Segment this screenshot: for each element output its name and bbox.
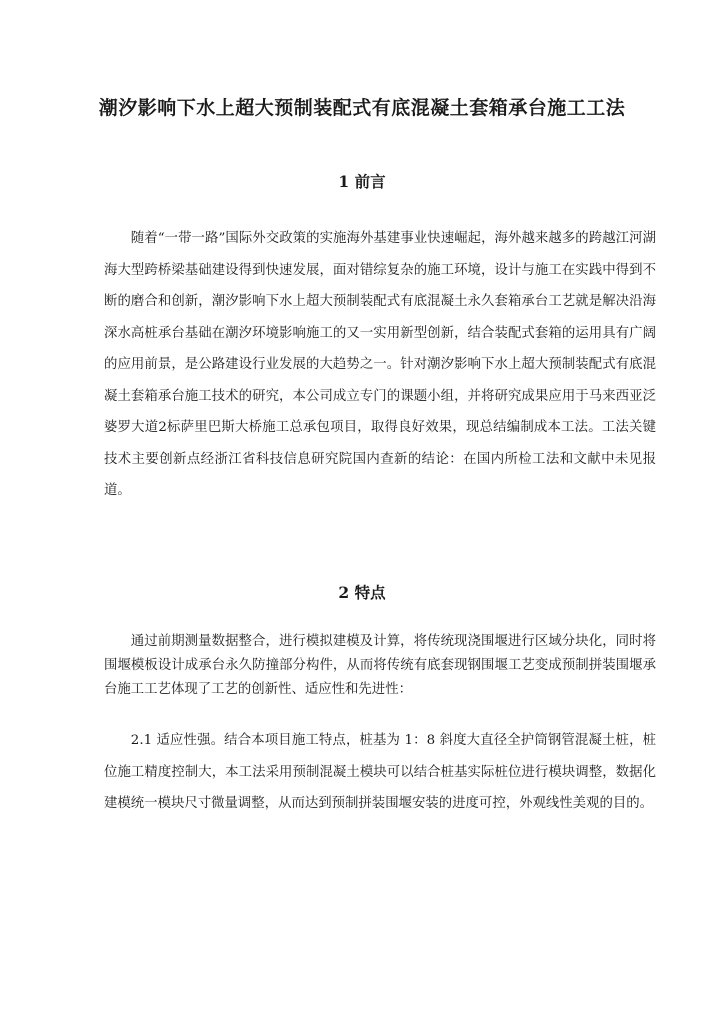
features-adaptability-paragraph: 2.1 适应性强。结合本项目施工特点，桩基为 1：8 斜度大直径全护筒钢管混凝土桩，桩位施工精度控制大，本工法采用预制混凝土模块可以结合桩基实际桩位进行模块调整，数据化建模统一模块尺寸微量调整，从而达到预制拼装围堰安装的进度可控，外观线性美观的目的。 <box>104 733 656 811</box>
preface-paragraph: 随着“一带一路”国际外交政策的实施海外基建事业快速崛起，海外越来越多的跨越江河湖海大型跨桥梁基础建设得到快速发展，面对错综复杂的施工环境，设计与施工在实践中得到不断的磨合和创新，潮汐影响下水上超大预制装配式有底混凝土永久套箱承台工艺就是解决沿海深水高桩承台基础在潮汐环境影响施工的又一实用新型创新，结合装配式套箱的运用具有广阔的应用前景，是公路建设行业发展的大趋势之一。针对潮汐影响下水上超大预制装配式有底混凝土套箱承台施工技术的研究，本公司成立专门的课题小组，并将研究成果应用于马来西亚泛婆罗大道2标萨里巴斯大桥施工总承包项目，取得良好效果，现总结编制成本工法。工法关键技术主要创新点经浙江省科技信息研究院国内查新的结论：在国内所检工法和文献中未见报道。 <box>104 231 656 498</box>
section-heading-features: 2 特点 <box>338 583 386 602</box>
section-heading-preface: 1 前言 <box>338 172 386 191</box>
features-intro-paragraph: 通过前期测量数据整合，进行模拟建模及计算，将传统现浇围堰进行区域分块化，同时将围堰模板设计成承台永久防撞部分构件，从而将传统有底套现钢围堰工艺变成预制拼装围堰承台施工工艺体现了工艺的创新性、适应性和先进性： <box>104 634 656 697</box>
document-title: 潮汐影响下水上超大预制装配式有底混凝土套箱承台施工工法 <box>98 97 626 119</box>
